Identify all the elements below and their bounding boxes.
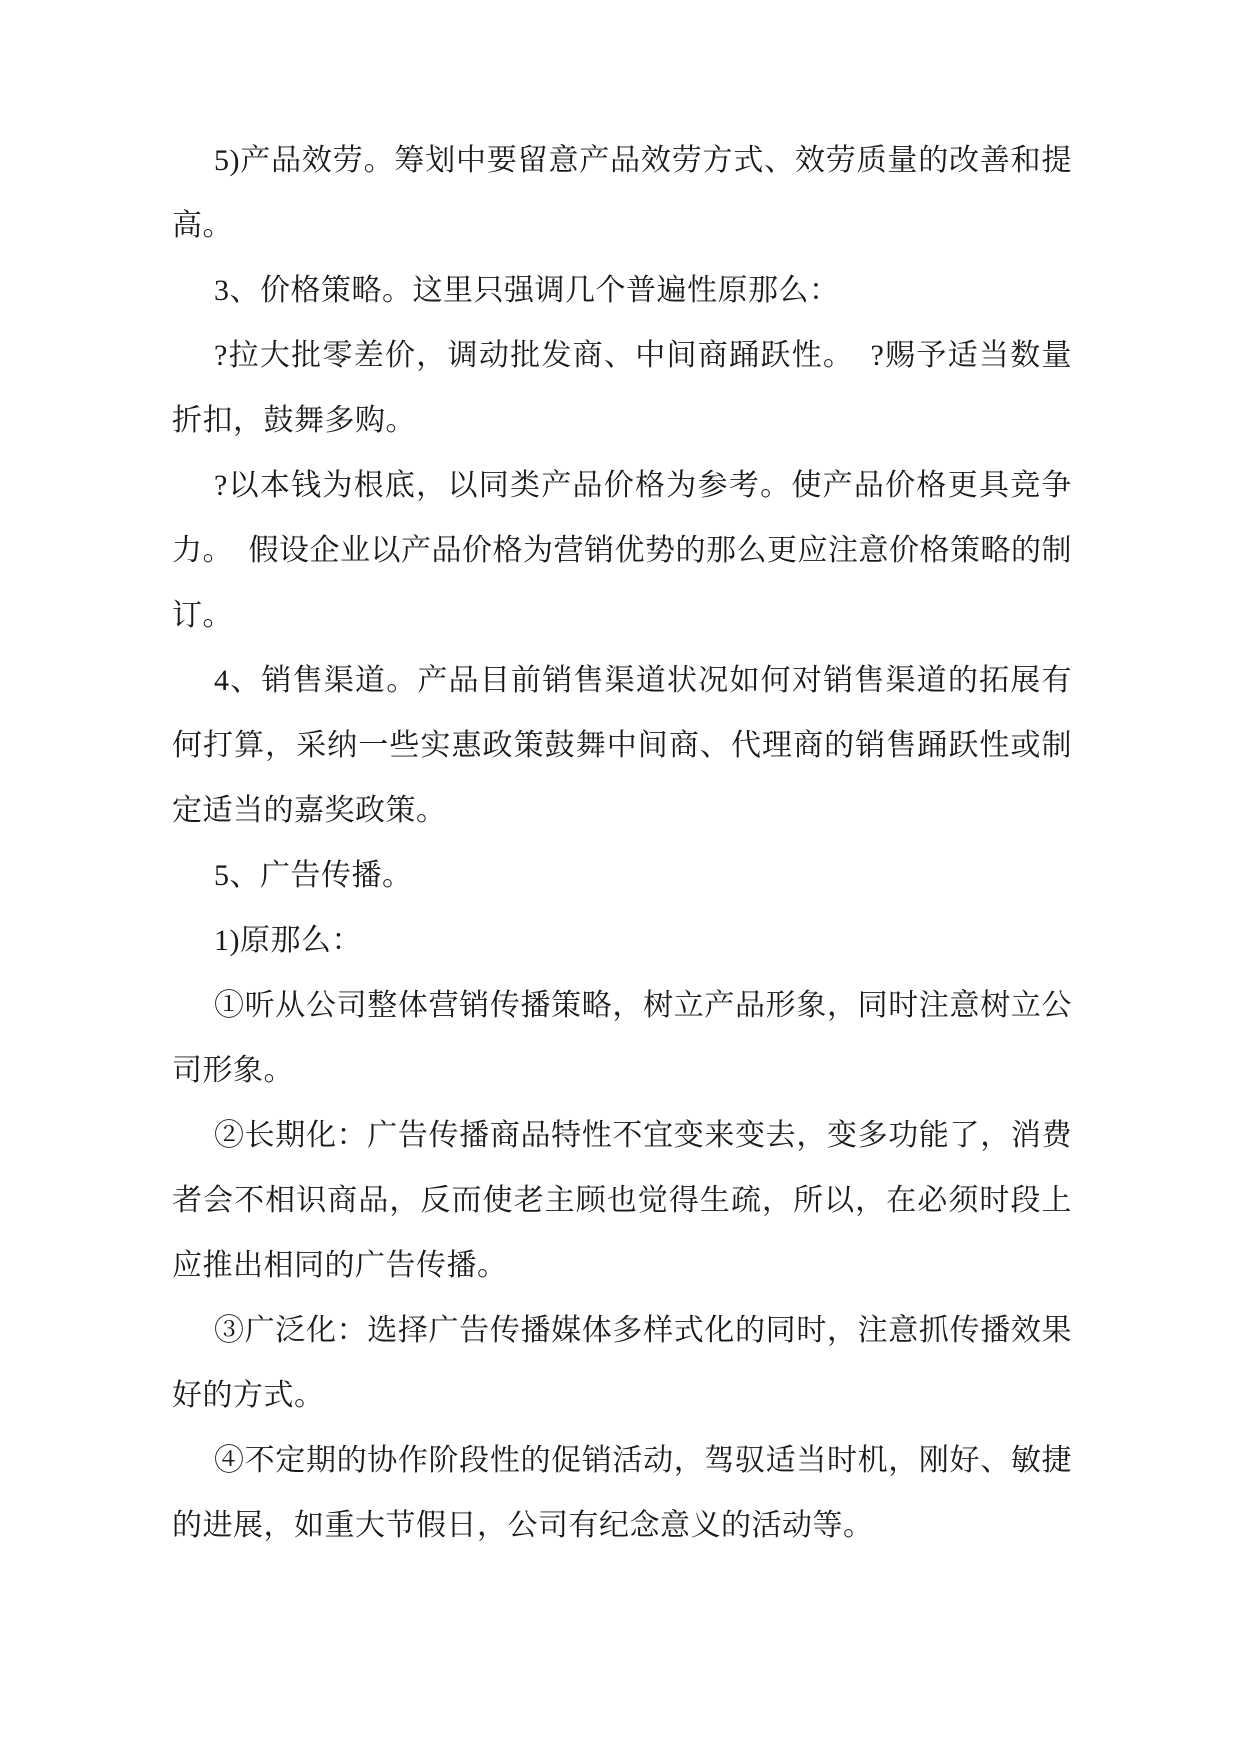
paragraph-principles-heading: 1)原那么： bbox=[214, 924, 362, 957]
paragraph-sales-channel: 4、销售渠道。产品目前销售渠道状况如何对销售渠道的拓展有何打算，采纳一些实惠政策鼓舞中间商、代理商的销售踊跃性或制定适当的嘉奖政策。 bbox=[172, 664, 1072, 827]
paragraph-product-service: 5)产品效劳。筹划中要留意产品效劳方式、效劳质量的改善和提高。 bbox=[172, 144, 1072, 242]
paragraph-price-point-1: ?拉大批零差价，调动批发商、中间商踊跃性。 ?赐予适当数量折扣，鼓舞多购。 bbox=[172, 339, 1072, 437]
paragraph-principle-3: ③广泛化：选择广告传播媒体多样式化的同时，注意抓传播效果好的方式。 bbox=[172, 1314, 1072, 1412]
paragraph-price-strategy-heading: 3、价格策略。这里只强调几个普遍性原那么： bbox=[214, 274, 840, 307]
paragraph-principle-2: ②长期化：广告传播商品特性不宜变来变去，变多功能了，消费者会不相识商品，反而使老主顾也觉得生疏，所以，在必须时段上应推出相同的广告传播。 bbox=[172, 1119, 1072, 1282]
paragraph-ad-communication-heading: 5、广告传播。 bbox=[214, 859, 413, 892]
paragraph-price-point-2: ?以本钱为根底，以同类产品价格为参考。使产品价格更具竞争力。 假设企业以产品价格为营销优势的那么更应注意价格策略的制订。 bbox=[172, 469, 1072, 632]
document-body bbox=[172, 128, 1072, 1558]
paragraph-principle-1: ①听从公司整体营销传播策略，树立产品形象，同时注意树立公司形象。 bbox=[172, 989, 1072, 1087]
paragraph-principle-4: ④不定期的协作阶段性的促销活动，驾驭适当时机，刚好、敏捷的进展，如重大节假日，公司有纪念意义的活动等。 bbox=[172, 1444, 1072, 1542]
